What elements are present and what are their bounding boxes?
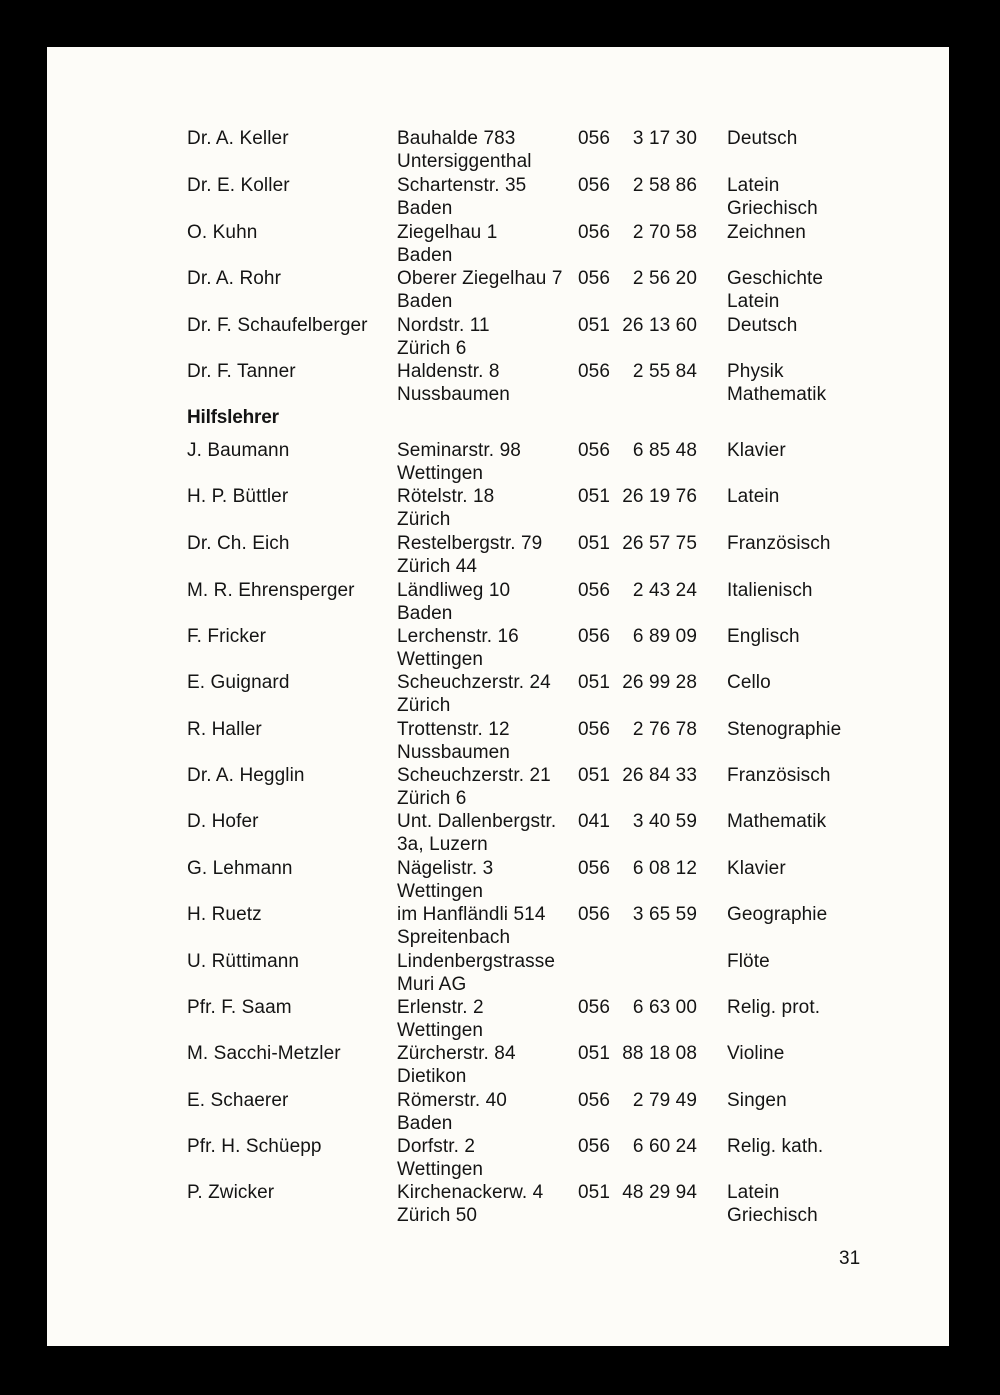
entry-street: Ziegelhau 1	[397, 222, 498, 243]
section-heading: Hilfslehrer	[187, 407, 279, 428]
entry-street: Bauhalde 783	[397, 128, 516, 149]
entry-town: Wettingen	[397, 463, 484, 484]
entry-area-code: 051	[578, 1043, 611, 1064]
entry-phone: 6 08 12	[632, 858, 697, 879]
entry-subject: Physik	[727, 361, 784, 382]
entry-subject: Klavier	[727, 858, 786, 879]
entry-town: Zürich	[397, 695, 451, 716]
entry-street: Nordstr. 11	[397, 315, 490, 336]
entry-street: Kirchenackerw. 4	[397, 1182, 544, 1203]
entry-street: Römerstr. 40	[397, 1090, 507, 1111]
entry-subject: Englisch	[727, 626, 800, 647]
entry-town: Zürich 6	[397, 338, 467, 359]
entry-town: Baden	[397, 291, 453, 312]
entry-street: Seminarstr. 98	[397, 440, 521, 461]
entry-name: E. Schaerer	[187, 1090, 289, 1111]
entry-street: Unt. Dallenbergstr.	[397, 811, 557, 832]
entry-phone: 26 84 33	[622, 765, 697, 786]
entry-phone: 26 19 76	[622, 486, 697, 507]
entry-town: Untersiggenthal	[397, 151, 532, 172]
entry-subject: Violine	[727, 1043, 785, 1064]
entry-phone: 26 13 60	[622, 315, 697, 336]
entry-area-code: 056	[578, 1136, 611, 1157]
entry-town: Wettingen	[397, 1159, 484, 1180]
entry-area-code: 056	[578, 440, 611, 461]
entry-town: Nussbaumen	[397, 384, 510, 405]
entry-subject: Mathematik	[727, 811, 827, 832]
entry-phone: 6 60 24	[632, 1136, 697, 1157]
entry-area-code: 056	[578, 904, 611, 925]
entry-subject: Flöte	[727, 951, 770, 972]
entry-street: Restelbergstr. 79	[397, 533, 543, 554]
entry-subject: Latein	[727, 175, 780, 196]
entry-street: Rötelstr. 18	[397, 486, 495, 507]
entry-area-code: 051	[578, 315, 611, 336]
entry-phone: 6 85 48	[632, 440, 697, 461]
entry-phone: 2 55 84	[632, 361, 697, 382]
entry-name: G. Lehmann	[187, 858, 293, 879]
entry-subject: Relig. prot.	[727, 997, 821, 1018]
entry-name: R. Haller	[187, 719, 262, 740]
entry-subject-secondary: Latein	[727, 291, 780, 312]
entry-phone: 2 43 24	[632, 580, 697, 601]
entry-street: Nägelistr. 3	[397, 858, 494, 879]
entry-town: Wettingen	[397, 1020, 484, 1041]
entry-town: Wettingen	[397, 881, 484, 902]
entry-name: J. Baumann	[187, 440, 290, 461]
entry-area-code: 056	[578, 222, 611, 243]
entry-name: H. P. Büttler	[187, 486, 289, 507]
entry-street: Ländliweg 10	[397, 580, 511, 601]
entry-area-code: 051	[578, 672, 611, 693]
entry-town: Muri AG	[397, 974, 467, 995]
entry-phone: 6 89 09	[632, 626, 697, 647]
entry-area-code: 056	[578, 175, 611, 196]
entry-subject-secondary: Griechisch	[727, 198, 818, 219]
entry-street: Zürcherstr. 84	[397, 1043, 516, 1064]
entry-name: M. Sacchi-Metzler	[187, 1043, 341, 1064]
entry-name: H. Ruetz	[187, 904, 262, 925]
entry-town: Nussbaumen	[397, 742, 510, 763]
entry-name: O. Kuhn	[187, 222, 258, 243]
entry-subject: Zeichnen	[727, 222, 806, 243]
entry-town: Zürich 50	[397, 1205, 478, 1226]
entry-area-code: 056	[578, 268, 611, 289]
entry-town: Zürich 44	[397, 556, 478, 577]
entry-subject: Cello	[727, 672, 771, 693]
entry-area-code: 051	[578, 765, 611, 786]
entry-name: Dr. F. Schaufelberger	[187, 315, 368, 336]
entry-street: Scheuchzerstr. 24	[397, 672, 551, 693]
entry-street: Haldenstr. 8	[397, 361, 500, 382]
entry-phone: 2 58 86	[632, 175, 697, 196]
entry-area-code: 051	[578, 486, 611, 507]
entry-town: 3a, Luzern	[397, 834, 488, 855]
entry-subject: Latein	[727, 486, 780, 507]
entry-name: Dr. A. Keller	[187, 128, 289, 149]
entry-area-code: 051	[578, 533, 611, 554]
entry-phone: 3 65 59	[632, 904, 697, 925]
entry-area-code: 056	[578, 626, 611, 647]
entry-subject: Italienisch	[727, 580, 813, 601]
entry-street: Schartenstr. 35	[397, 175, 527, 196]
entry-name: M. R. Ehrensperger	[187, 580, 355, 601]
entry-name: U. Rüttimann	[187, 951, 300, 972]
entry-town: Zürich	[397, 509, 451, 530]
entry-street: Trottenstr. 12	[397, 719, 510, 740]
entry-area-code: 056	[578, 128, 611, 149]
entry-name: F. Fricker	[187, 626, 267, 647]
entry-area-code: 041	[578, 811, 611, 832]
entry-town: Dietikon	[397, 1066, 467, 1087]
entry-subject-secondary: Griechisch	[727, 1205, 818, 1226]
entry-name: Dr. A. Rohr	[187, 268, 282, 289]
entry-area-code: 056	[578, 858, 611, 879]
entry-town: Baden	[397, 198, 453, 219]
entry-phone: 88 18 08	[622, 1043, 697, 1064]
entry-phone: 2 70 58	[632, 222, 697, 243]
entry-subject: Klavier	[727, 440, 786, 461]
entry-town: Baden	[397, 245, 453, 266]
entry-town: Wettingen	[397, 649, 484, 670]
entry-subject: Singen	[727, 1090, 787, 1111]
entry-phone: 6 63 00	[632, 997, 697, 1018]
entry-name: Pfr. F. Saam	[187, 997, 292, 1018]
entry-street: im Hanfländli 514	[397, 904, 546, 925]
entry-phone: 2 56 20	[632, 268, 697, 289]
entry-subject-secondary: Mathematik	[727, 384, 827, 405]
entry-subject: Französisch	[727, 533, 831, 554]
entry-street: Erlenstr. 2	[397, 997, 484, 1018]
entry-phone: 26 99 28	[622, 672, 697, 693]
entry-subject: Geschichte	[727, 268, 824, 289]
entry-subject: Deutsch	[727, 315, 798, 336]
entry-subject: Geographie	[727, 904, 828, 925]
entry-phone: 2 79 49	[632, 1090, 697, 1111]
entry-phone: 3 17 30	[632, 128, 697, 149]
entry-phone: 48 29 94	[622, 1182, 697, 1203]
entry-name: P. Zwicker	[187, 1182, 275, 1203]
entry-town: Baden	[397, 603, 453, 624]
entry-phone: 26 57 75	[622, 533, 697, 554]
entry-name: D. Hofer	[187, 811, 259, 832]
entry-name: Dr. E. Koller	[187, 175, 290, 196]
entry-street: Dorfstr. 2	[397, 1136, 476, 1157]
entry-name: Pfr. H. Schüepp	[187, 1136, 322, 1157]
entry-subject: Relig. kath.	[727, 1136, 824, 1157]
entry-area-code: 056	[578, 719, 611, 740]
entry-town: Zürich 6	[397, 788, 467, 809]
entry-subject: Französisch	[727, 765, 831, 786]
entry-area-code: 056	[578, 997, 611, 1018]
entry-street: Oberer Ziegelhau 7	[397, 268, 563, 289]
entry-area-code: 056	[578, 361, 611, 382]
entry-name: Dr. F. Tanner	[187, 361, 296, 382]
entry-area-code: 051	[578, 1182, 611, 1203]
entry-town: Baden	[397, 1113, 453, 1134]
page-number: 31	[839, 1248, 861, 1269]
entry-phone: 3 40 59	[632, 811, 697, 832]
entry-subject: Stenographie	[727, 719, 842, 740]
entry-name: Dr. A. Hegglin	[187, 765, 305, 786]
entry-town: Spreitenbach	[397, 927, 511, 948]
entry-street: Scheuchzerstr. 21	[397, 765, 551, 786]
entry-street: Lerchenstr. 16	[397, 626, 519, 647]
entry-area-code: 056	[578, 1090, 611, 1111]
entry-name: Dr. Ch. Eich	[187, 533, 290, 554]
entry-name: E. Guignard	[187, 672, 290, 693]
entry-subject: Deutsch	[727, 128, 798, 149]
document-page	[47, 47, 949, 1346]
entry-phone: 2 76 78	[632, 719, 697, 740]
entry-street: Lindenbergstrasse	[397, 951, 556, 972]
entry-area-code: 056	[578, 580, 611, 601]
entry-subject: Latein	[727, 1182, 780, 1203]
